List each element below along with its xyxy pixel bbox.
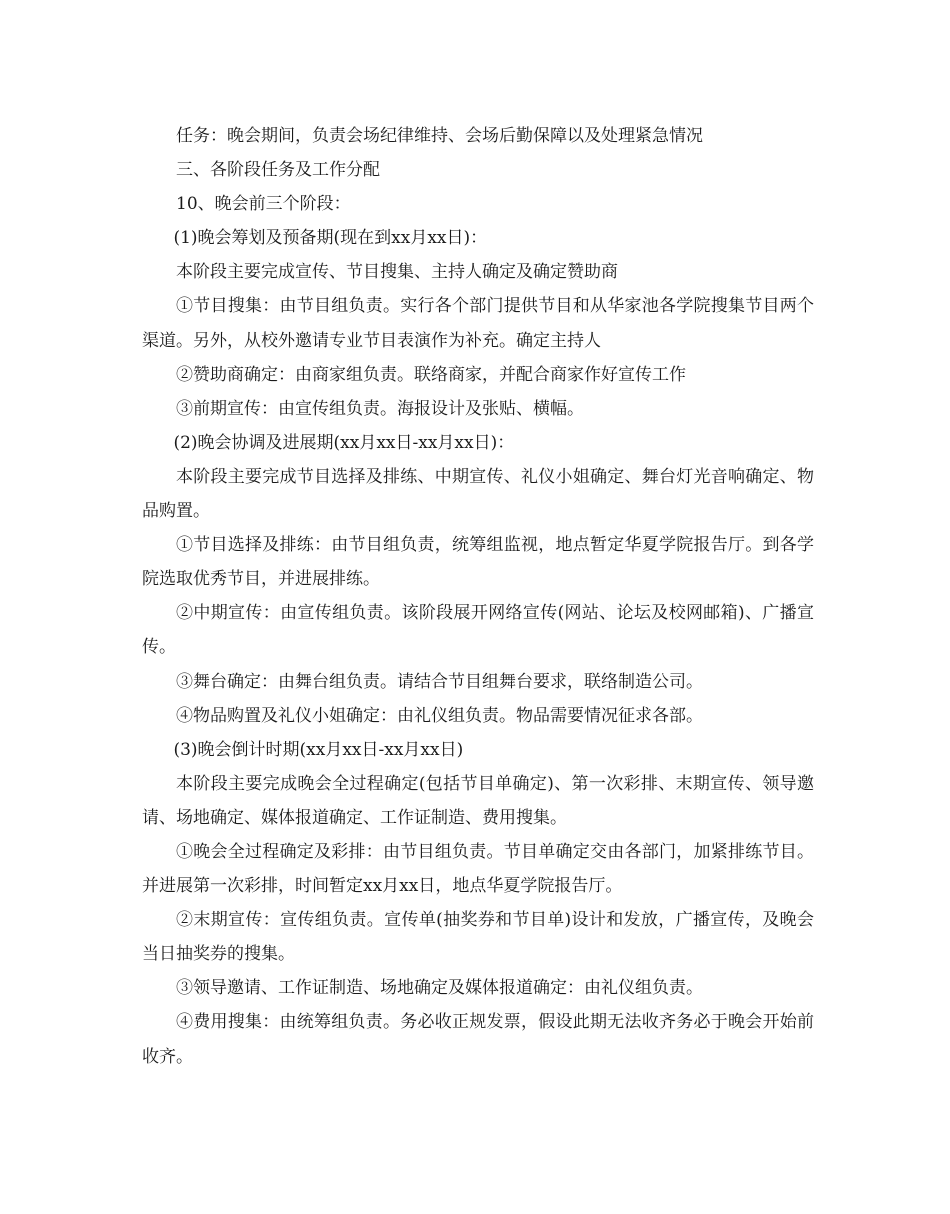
section-heading: (1)晚会筹划及预备期(现在到xx月xx日)：	[173, 228, 488, 249]
body-paragraph: 任务：晚会期间，负责会场纪律维持、会场后勤保障以及处理紧急情况	[176, 126, 703, 146]
body-paragraph: 本阶段主要完成节目选择及排练、中期宣传、礼仪小姐确定、舞台灯光音响确定、物品购置。	[142, 466, 814, 522]
body-paragraph: ②赞助商确定：由商家组负责。联络商家，并配合商家作好宣传工作	[176, 364, 686, 385]
body-paragraph: ①节目选择及排练：由节目组负责，统筹组监视，地点暂定华夏学院报告厅。到各学院选取优秀节目，并进展排练。	[142, 535, 814, 590]
body-paragraph: 三、各阶段任务及工作分配	[176, 160, 380, 181]
body-paragraph: ③领导邀请、工作证制造、场地确定及媒体报道确定：由礼仪组负责。	[176, 978, 703, 999]
body-paragraph: 本阶段主要完成宣传、节目搜集、主持人确定及确定赞助商	[176, 262, 618, 283]
body-paragraph: 本阶段主要完成晚会全过程确定(包括节目单确定)、第一次彩排、末期宣传、领导邀请、场地确定、媒体报道确定、工作证制造、费用搜集。	[142, 773, 814, 828]
body-paragraph: ④费用搜集：由统筹组负责。务必收正规发票，假设此期无法收齐务必于晚会开始前收齐。	[142, 1012, 814, 1067]
body-paragraph: ③前期宣传：由宣传组负责。海报设计及张贴、横幅。	[176, 398, 584, 419]
section-heading: (3)晚会倒计时期(xx月xx日-xx月xx日)	[173, 739, 464, 760]
body-paragraph: 10、晚会前三个阶段：	[176, 194, 351, 215]
body-paragraph: ②末期宣传：宣传组负责。宣传单(抽奖券和节目单)设计和发放，广播宣传，及晚会当日抽奖券的搜集。	[142, 910, 814, 965]
section-heading: (2)晚会协调及进展期(xx月xx日-xx月xx日)：	[173, 432, 515, 453]
body-paragraph: ①节目搜集：由节目组负责。实行各个部门提供节目和从华家池各学院搜集节目两个渠道。另外，从校外邀请专业节目表演作为补充。确定主持人	[142, 296, 814, 351]
body-paragraph: ④物品购置及礼仪小姐确定：由礼仪组负责。物品需要情况征求各部。	[176, 705, 703, 726]
body-paragraph: ①晚会全过程确定及彩排：由节目组负责。节目单确定交由各部门，加紧排练节目。并进展第一次彩排，时间暂定xx月xx日，地点华夏学院报告厅。	[142, 841, 814, 897]
body-paragraph: ②中期宣传：由宣传组负责。该阶段展开网络宣传(网站、论坛及校网邮箱)、广播宣传。	[142, 603, 814, 658]
body-paragraph: ③舞台确定：由舞台组负责。请结合节目组舞台要求，联络制造公司。	[176, 671, 703, 692]
document-body	[142, 119, 814, 1074]
